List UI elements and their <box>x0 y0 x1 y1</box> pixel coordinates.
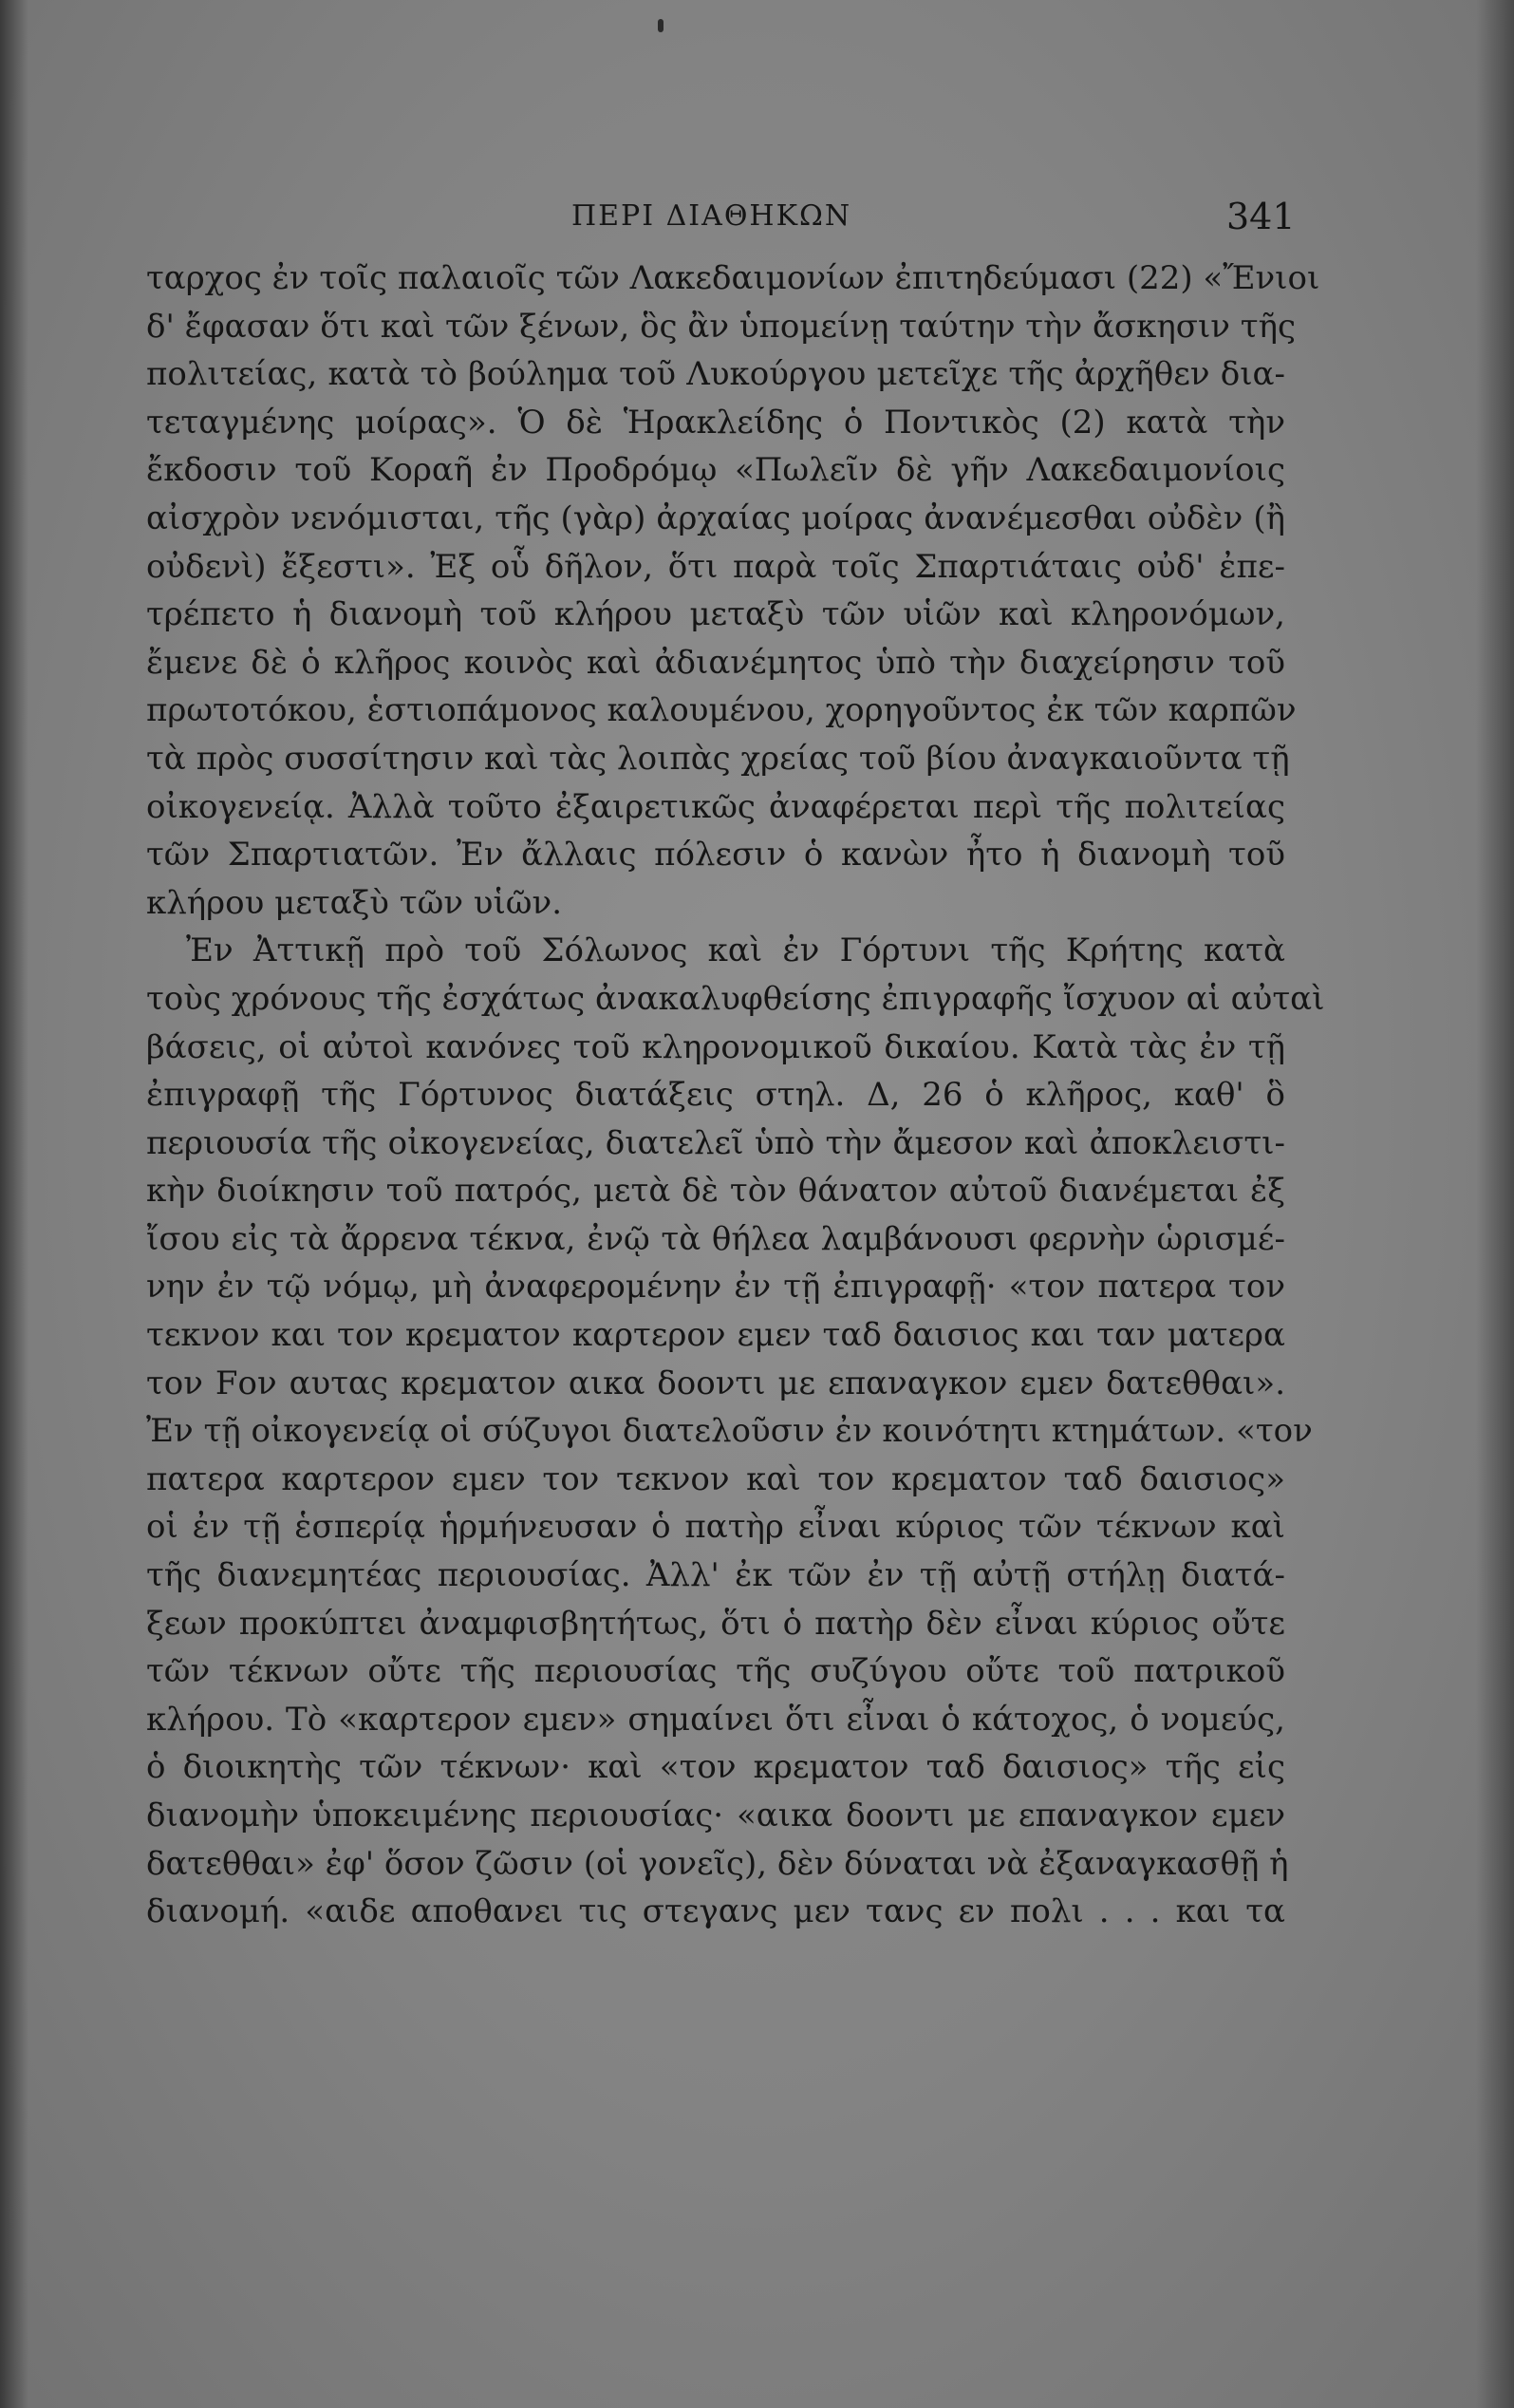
text-line: τεταγμένης μοίρας». Ὁ δὲ Ἡρακλείδης ὁ Ποντικὸς (2) κατὰ τὴν <box>146 403 1285 442</box>
text-line: τὰ πρὸς συσσίτησιν καὶ τὰς λοιπὰς χρείας τοῦ βίου ἀναγκαιοῦντα τῇ <box>146 739 1290 778</box>
text-line: τεκνον και τον κρεματον καρτερον εμεν ταδ δαισιος και ταν ματερα <box>146 1316 1285 1355</box>
page-right-edge-shadow <box>1476 0 1514 2408</box>
text-line: περιουσία τῆς οἰκογενείας, διατελεῖ ὑπὸ τὴν ἄμεσον καὶ ἀποκλειστι- <box>146 1123 1285 1162</box>
text-line: ταρχος ἐν τοῖς παλαιοῖς τῶν Λακεδαιμονίων ἐπιτηδεύμασι (22) «Ἔνιοι <box>146 259 1320 297</box>
text-line: τρέπετο ἡ διανομὴ τοῦ κλήρου μεταξὺ τῶν υἱῶν καὶ κληρονόμων, <box>146 595 1285 634</box>
page-number: 341 <box>1226 196 1296 237</box>
page-left-edge-shadow <box>0 0 28 2408</box>
text-line: ἐπιγραφῇ τῆς Γόρτυνος διατάξεις στηλ. Δ, 26 ὁ κλῆρος, καθ' ὃ <box>146 1076 1285 1115</box>
text-line: ἴσου εἰς τὰ ἄρρενα τέκνα, ἐνῷ τὰ θήλεα λαμβάνουσι φερνὴν ὡρισμέ- <box>146 1219 1285 1258</box>
text-line: Ἐν τῇ οἰκογενείᾳ οἱ σύζυγοι διατελοῦσιν ἐν κοινότητι κτημάτων. «τον <box>146 1412 1313 1451</box>
text-line: τῆς διανεμητέας περιουσίας. Ἀλλ' ἐκ τῶν ἐν τῇ αὐτῇ στήλῃ διατά- <box>146 1556 1285 1595</box>
text-line: πρωτοτόκου, ἑστιοπάμονος καλουμένου, χορηγοῦντος ἐκ τῶν καρπῶν <box>146 691 1297 730</box>
text-line: δατεθθαι» ἐφ' ὅσον ζῶσιν (οἱ γονεῖς), δὲν δύναται νὰ ἐξαναγκασθῇ ἡ <box>146 1844 1289 1883</box>
text-line: οὐδενὶ) ἔξεστι». Ἐξ οὗ δῆλον, ὅτι παρὰ τοῖς Σπαρτιάταις οὐδ' ἐπε- <box>146 547 1285 586</box>
text-line: ὁ διοικητὴς τῶν τέκνων· καὶ «τον κρεματον ταδ δαισιος» τῆς εἰς <box>146 1748 1285 1787</box>
text-line: τον Fον αυτας κρεματον αικα δοοντι με επαναγκον εμεν δατεθθαι». <box>146 1364 1285 1402</box>
text-line: ἔμενε δὲ ὁ κλῆρος κοινὸς καὶ ἀδιανέμητος ὑπὸ τὴν διαχείρησιν τοῦ <box>146 643 1285 682</box>
text-line: κλήρου μεταξὺ τῶν υἱῶν. <box>146 883 562 922</box>
text-line: οἱ ἐν τῇ ἑσπερίᾳ ἡρμήνευσαν ὁ πατὴρ εἶναι κύριος τῶν τέκνων καὶ <box>146 1508 1285 1547</box>
running-title: ΠΕΡΙ ΔΙΑΘΗΚΩΝ <box>571 199 852 233</box>
text-line: τῶν τέκνων οὔτε τῆς περιουσίας τῆς συζύγου οὔτε τοῦ πατρικοῦ <box>146 1652 1285 1691</box>
text-line: τῶν Σπαρτιατῶν. Ἐν ἄλλαις πόλεσιν ὁ κανὼν ἦτο ἡ διανομὴ τοῦ <box>146 836 1285 875</box>
text-line: τοὺς χρόνους τῆς ἐσχάτως ἀνακαλυφθείσης ἐπιγραφῆς ἴσχυον αἱ αὐταὶ <box>146 979 1325 1018</box>
text-line: αἰσχρὸν νενόμισται, τῆς (γὰρ) ἀρχαίας μοίρας ἀνανέμεσθαι οὐδὲν (ἢ <box>146 499 1285 537</box>
text-line: νην ἐν τῷ νόμῳ, μὴ ἀναφερομένην ἐν τῇ ἐπιγραφῇ· «τον πατερα τον <box>146 1268 1285 1307</box>
text-line: δ' ἔφασαν ὅτι καὶ τῶν ξένων, ὃς ἂν ὑπομείνῃ ταύτην τὴν ἄσκησιν τῆς <box>146 307 1296 346</box>
text-line: κλήρου. Τὸ «καρτερον εμεν» σημαίνει ὅτι εἶναι ὁ κάτοχος, ὁ νομεύς, <box>146 1700 1285 1739</box>
text-line: πολιτείας, κατὰ τὸ βούλημα τοῦ Λυκούργου μετεῖχε τῆς ἀρχῆθεν δια- <box>146 355 1285 394</box>
ink-speck <box>658 19 664 32</box>
text-line: διανομή. «αιδε αποθανει τις στεγανς μεν τανς εν πολι . . . και τα <box>146 1892 1285 1931</box>
body-text <box>146 254 1325 1936</box>
text-line: ξεων προκύπτει ἀναμφισβητήτως, ὅτι ὁ πατὴρ δὲν εἶναι κύριος οὔτε <box>146 1604 1285 1643</box>
text-line: πατερα καρτερον εμεν τον τεκνον καὶ τον κρεματον ταδ δαισιος» <box>146 1459 1285 1498</box>
text-line: οἰκογενείᾳ. Ἀλλὰ τοῦτο ἐξαιρετικῶς ἀναφέρεται περὶ τῆς πολιτείας <box>146 787 1285 826</box>
text-line: κὴν διοίκησιν τοῦ πατρός, μετὰ δὲ τὸν θάνατον αὐτοῦ διανέμεται ἐξ <box>146 1172 1285 1211</box>
page-header <box>142 186 1296 243</box>
text-line: βάσεις, οἱ αὐτοὶ κανόνες τοῦ κληρονομικοῦ δικαίου. Κατὰ τὰς ἐν τῇ <box>146 1027 1285 1066</box>
text-line: ἔκδοσιν τοῦ Κοραῆ ἐν Προδρόμῳ «Πωλεῖν δὲ γῆν Λακεδαιμονίοις <box>146 451 1285 490</box>
text-line: διανομὴν ὑποκειμένης περιουσίας· «αικα δοοντι με επαναγκον εμεν <box>146 1797 1285 1834</box>
text-line: Ἐν Ἀττικῇ πρὸ τοῦ Σόλωνος καὶ ἐν Γόρτυνι τῆς Κρήτης κατὰ <box>186 931 1285 970</box>
